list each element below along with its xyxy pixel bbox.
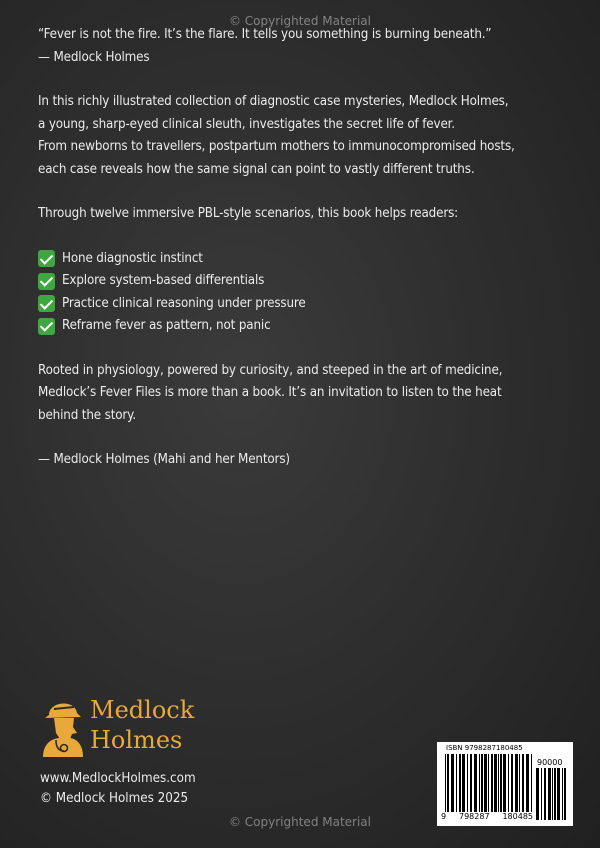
barcode-addon-icon [536, 768, 566, 820]
intro-line: From newborns to travellers, postpartum mothers to immunocompromised hosts, [38, 139, 515, 154]
isbn-barcode [437, 742, 573, 826]
quote: “Fever is not the fire. It’s the flare. It tells you something is burning beneath.” [38, 27, 492, 42]
intro-line: a young, sharp-eyed clinical sleuth, investigates the secret life of fever. [38, 116, 455, 132]
checklist-item [38, 293, 578, 316]
checklist-item [38, 315, 578, 338]
benefits-checklist [38, 248, 578, 338]
footer [40, 769, 196, 809]
intro-line: each case reveals how the same signal can point to vastly different truths. [38, 161, 475, 177]
checklist-item-label: Hone diagnostic instinct [62, 250, 203, 266]
intro-line: In this richly illustrated collection of diagnostic case mysteries, Medlock Holmes, [38, 94, 509, 109]
list-intro: Through twelve immersive PBL-style scenarios, this book helps readers: [38, 206, 459, 221]
copyright-watermark-bottom: © Copyrighted Material [228, 815, 371, 829]
checklist-item-label: Practice clinical reasoning under pressure [62, 295, 306, 311]
quote-attribution: — Medlock Holmes [38, 49, 150, 65]
back-cover-text [38, 24, 578, 472]
checklist-item-label: Explore system-based differentials [62, 273, 265, 288]
check-mark-icon [38, 273, 55, 290]
checklist-item [38, 248, 578, 271]
barcode-digit-group: 9 [441, 812, 447, 821]
checklist-item [38, 270, 578, 293]
copyright-line: © Medlock Holmes 2025 [40, 791, 189, 806]
logo-line-2: Holmes [90, 726, 183, 754]
checklist-item-label: Reframe fever as pattern, not panic [62, 318, 271, 333]
closing-line: Rooted in physiology, powered by curiosity, and steeped in the art of medicine, [38, 362, 503, 378]
barcode-addon-number: 90000 [537, 758, 563, 767]
closing-line: Medlock’s Fever Files is more than a book. It’s an invitation to listen to the heat [38, 385, 502, 400]
check-mark-icon [38, 318, 55, 335]
check-mark-icon [38, 295, 55, 312]
copyright-watermark-top: © Copyrighted Material [228, 14, 371, 28]
barcode-digit-group: 180485 [502, 812, 533, 821]
closing-line: behind the story. [38, 407, 136, 423]
signature: — Medlock Holmes (Mahi and her Mentors) [38, 452, 290, 467]
detective-silhouette-icon [40, 693, 84, 757]
logo-line-1: Medlock [90, 696, 195, 724]
check-mark-icon [38, 250, 55, 267]
barcode-digit-group: 798287 [459, 812, 490, 821]
website-link[interactable]: www.MedlockHolmes.com [40, 771, 196, 786]
publisher-logo [40, 693, 194, 757]
isbn-label: ISBN 9798287180485 [446, 744, 523, 752]
barcode-main-icon [445, 754, 533, 812]
